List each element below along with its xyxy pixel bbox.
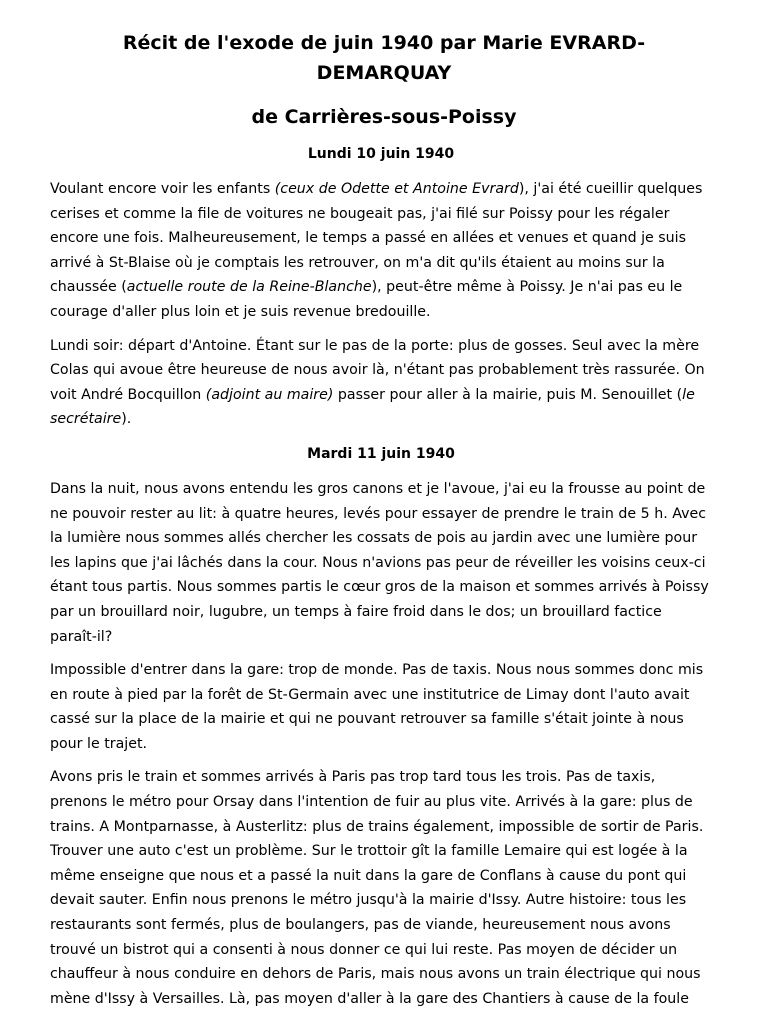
italic-annotation: le secrétaire [50, 386, 695, 428]
paragraph-3 [50, 477, 712, 649]
text-run: passer pour aller à la mairie, puis M. Senouillet ( [333, 386, 683, 403]
text-run: ). [121, 411, 132, 428]
text-run: Lundi soir: départ d'Antoine. Étant sur le pas de la porte: plus de gosses. Seul avec la mère Colas qui avoue être heureuse de nous avoir là, n'étant pas probablement très rassurée. On voit André Bocquillon [50, 337, 705, 403]
italic-annotation: actuelle route de la Reine-Blanche [126, 279, 372, 296]
text-run: Dans la nuit, nous avons entendu les gros canons et je l'avoue, j'ai eu la frousse au point de ne pouvoir rester au lit: à quatre heures, levés pour essayer de prendre le train de 5 h. Avec la lumière nous sommes allés chercher les cossats de pois au jardin avec une lumière pour les lapins que j'ai lâchés dans la cour. Nous n'avions pas peur de réveiller les voisins ceux-ci étant tous partis. Nous sommes partis le cœur gros de la maison et sommes arrivés à Poissy par un brouillard noir, lugubre, un temps à faire froid dans le dos; un brouillard factice paraît-il? [50, 480, 709, 645]
italic-annotation: (adjoint au maire) [205, 386, 334, 403]
text-run: ), j'ai été cueillir quelques cerises et comme la file de voitures ne bougeait pas, j'ai filé sur Poissy pour les régaler encore une fois. Malheureusement, le temps a passé en allées et venues et quand je suis arrivé à St-Blaise où je comptais les retrouver, on m'a dit qu'ils étaient au moins sur la chaussée ( [50, 181, 703, 296]
document-title: Récit de l'exode de juin 1940 par Marie EVRARD-DEMARQUAY [122, 32, 646, 84]
text-run: Voulant encore voir les enfants [50, 181, 275, 197]
section-heading-lundi: Lundi 10 juin 1940 [307, 146, 455, 162]
paragraph-1 [50, 177, 712, 325]
text-run: ), peut-être même à Poissy. Je n'ai pas eu le courage d'aller plus loin et je suis revenue bredouille. [50, 279, 683, 320]
document-subtitle: de Carrières-sous-Poissy [251, 106, 517, 128]
text-run: Impossible d'entrer dans la gare: trop de monde. Pas de taxis. Nous nous sommes donc mis en route à pied par la forêt de St-Germain avec une institutrice de Limay dont l'auto avait cassé sur la place de la mairie et qui ne pouvant retrouver sa famille s'était jointe à nous pour le trajet. [50, 662, 704, 752]
section-heading-mardi: Mardi 11 juin 1940 [307, 445, 455, 462]
paragraph-2 [50, 334, 712, 432]
paragraph-5 [50, 765, 712, 1011]
paragraph-4 [50, 658, 712, 756]
text-run: Avons pris le train et sommes arrivés à Paris pas trop tard tous les trois. Pas de taxis, prenons le métro pour Orsay dans l'intention de fuir au plus vite. Arrivés à la gare: plus de trains. A Montparnasse, à Austerlitz: plus de trains également, impossible de sortir de Paris. Trouver une auto c'est un problème. Sur le trottoir gît la famille Lemaire qui est logée à la même enseigne que nous et a passé la nuit dans la gare de Conflans à cause du pont qui devait sauter. Enfin nous prenons le métro jusqu'à la mairie d'Issy. Autre histoire: tous les restaurants sont fermés, plus de boulangers, pas de viande, heureusement nous avons trouvé un bistrot qui a consenti à nous donner ce qui lui reste. Pas moyen de décider un chauffeur à nous conduire en dehors de Paris, mais nous avons un train électrique qui nous mène d'Issy à Versailles. Là, pas moyen d'aller à la gare des Chantiers à cause de la foule [50, 769, 704, 1007]
italic-annotation: (ceux de Odette et Antoine Evrard [274, 181, 519, 197]
